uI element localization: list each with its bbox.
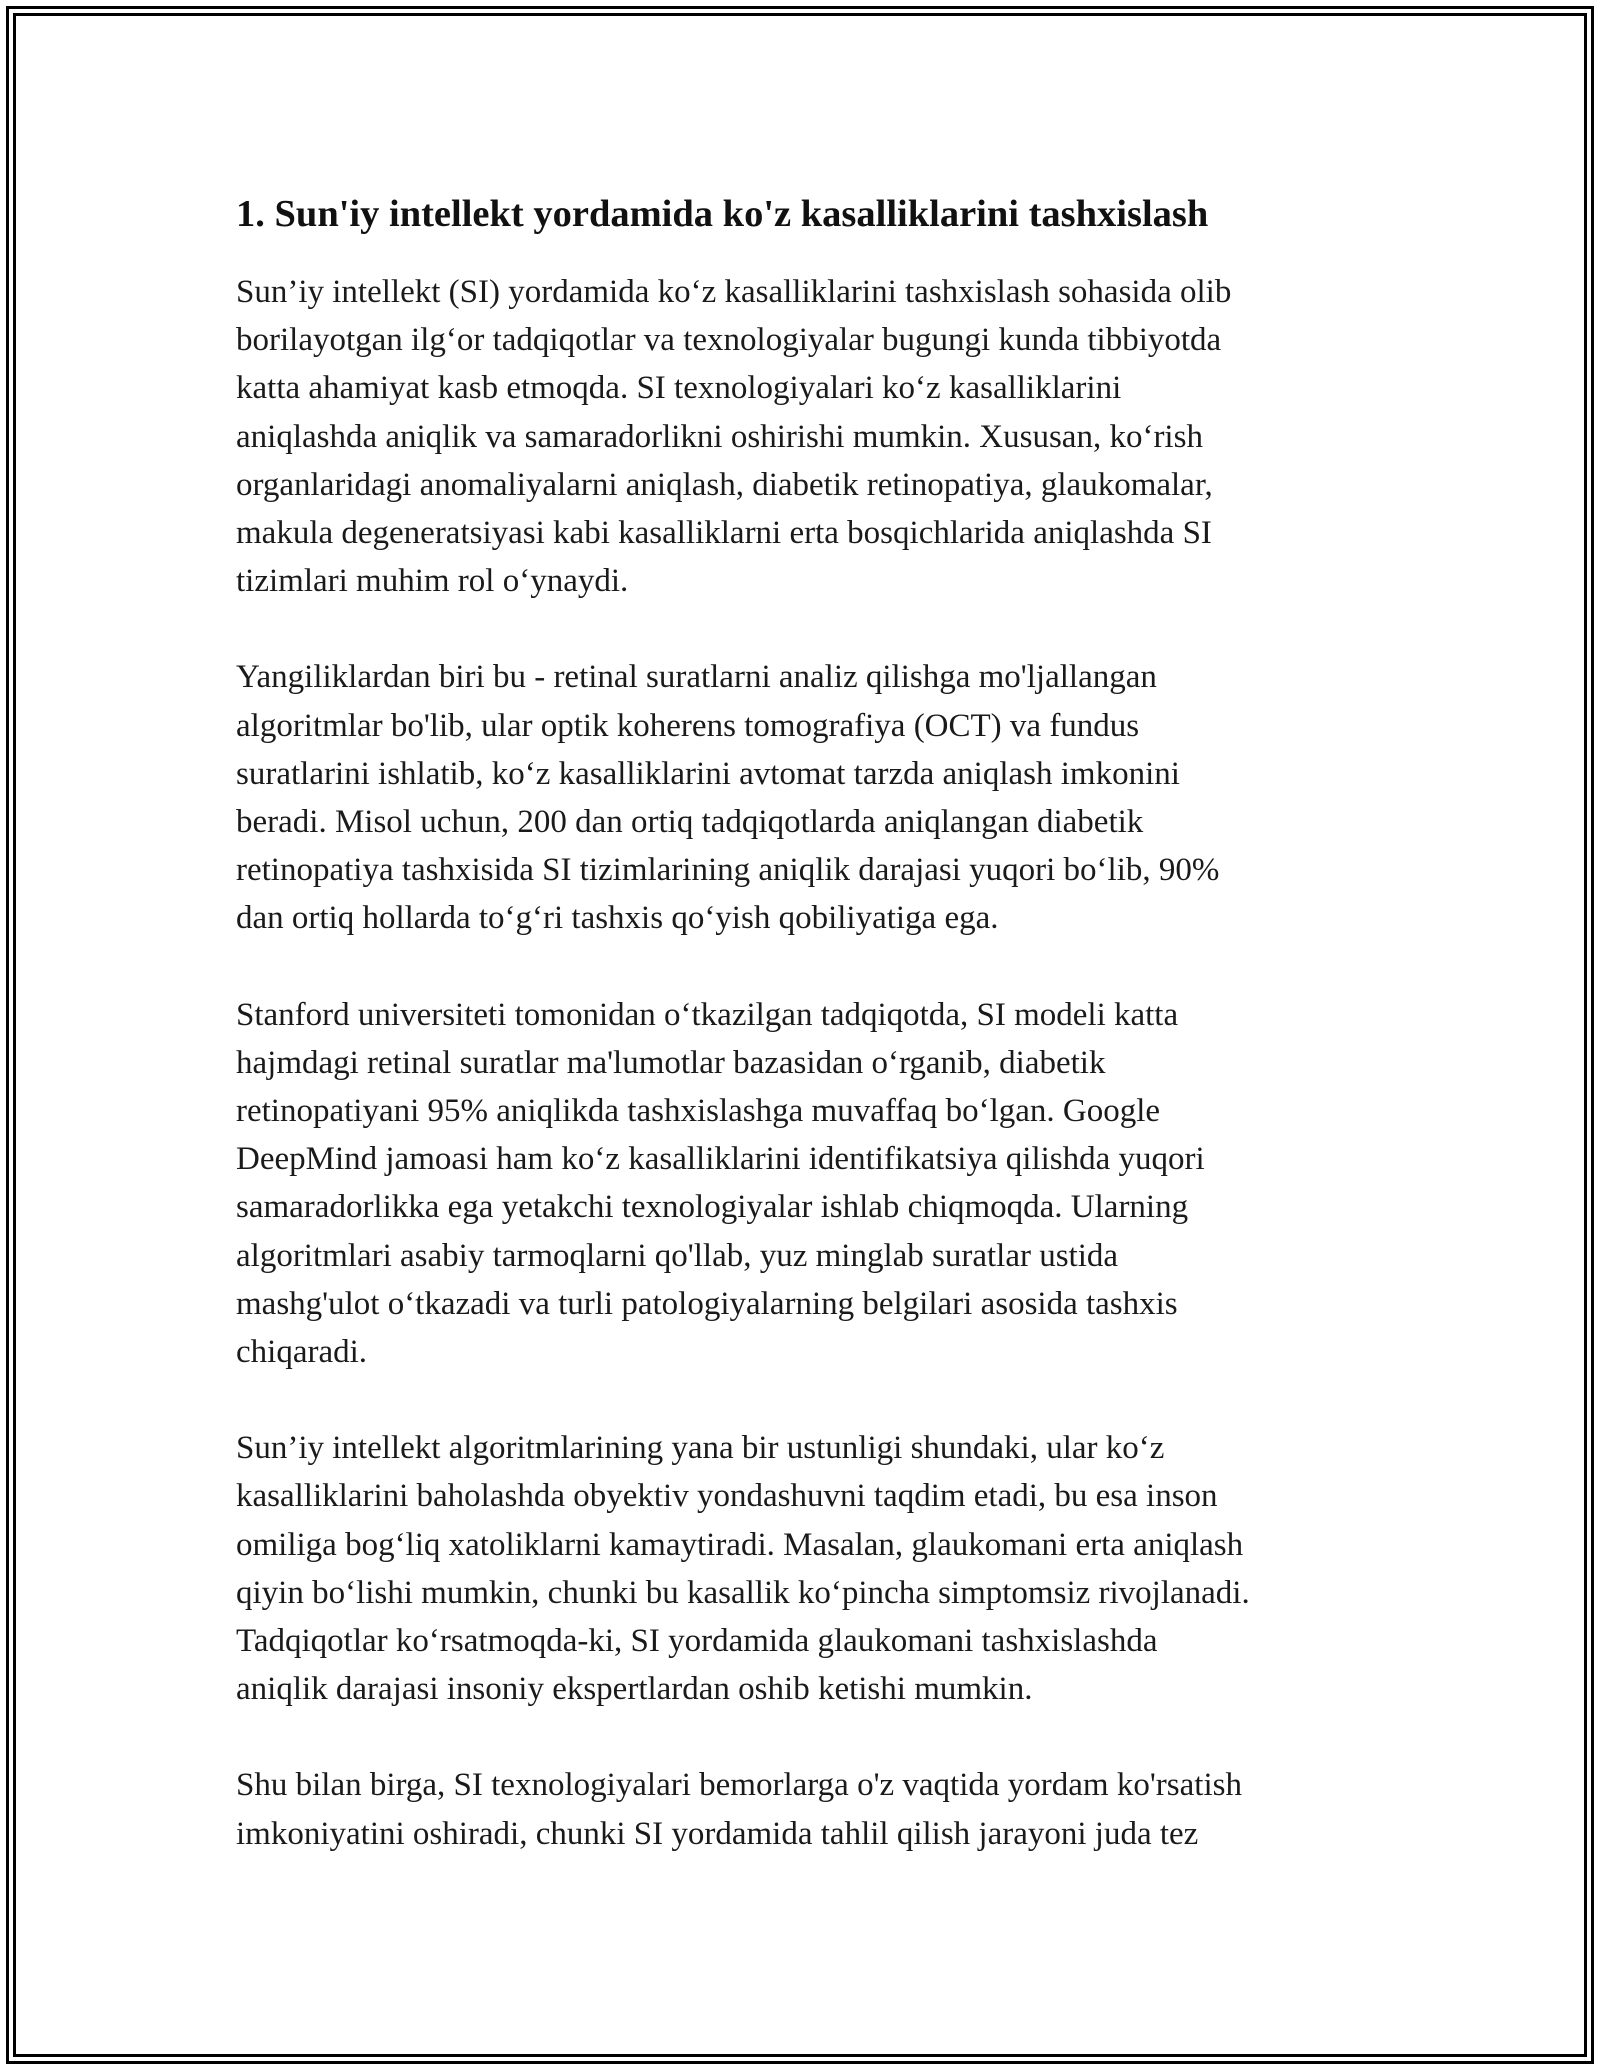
- text-line: retinopatiyani 95% aniqlikda tashxislashga muvaffaq bo‘lgan. Google: [236, 1093, 1161, 1130]
- text-line: tizimlari muhim rol o‘ynaydi.: [236, 563, 629, 600]
- text-line: Yangiliklardan biri bu - retinal suratlarni analiz qilishga mo'ljallangan: [236, 659, 1157, 696]
- text-line: qiyin bo‘lishi mumkin, chunki bu kasallik ko‘pincha simptomsiz rivojlanadi.: [236, 1574, 1250, 1611]
- paragraph-timely-help: [236, 1761, 1366, 1857]
- text-line: Tadqiqotlar ko‘rsatmoqda-ki, SI yordamida glaukomani tashxislashda: [236, 1623, 1158, 1660]
- text-line: DeepMind jamoasi ham ko‘z kasalliklarini identifikatsiya qilishda yuqori: [236, 1141, 1205, 1178]
- text-line: retinopatiya tashxisida SI tizimlarining aniqlik darajasi yuqori bo‘lib, 90%: [236, 852, 1220, 889]
- text-line: omiliga bog‘liq xatoliklarni kamaytiradi. Masalan, glaukomani erta aniqlash: [236, 1526, 1244, 1563]
- text-line: hajmdagi retinal suratlar ma'lumotlar bazasidan o‘rganib, diabetik: [236, 1044, 1106, 1081]
- text-line: aniqlik darajasi insoniy ekspertlardan oshib ketishi mumkin.: [236, 1671, 1033, 1708]
- text-line: samaradorlikka ega yetakchi texnologiyalar ishlab chiqmoqda. Ularning: [236, 1189, 1189, 1226]
- text-line: aniqlashda aniqlik va samaradorlikni oshirishi mumkin. Xususan, ko‘rish: [236, 418, 1203, 455]
- text-line: suratlarini ishlatib, ko‘z kasalliklarini avtomat tarzda aniqlash imkonini: [236, 755, 1180, 792]
- text-line: imkoniyatini oshiradi, chunki SI yordamida tahlil qilish jarayoni juda tez: [236, 1815, 1199, 1852]
- text-line: dan ortiq hollarda to‘g‘ri tashxis qo‘yish qobiliyatiga ega.: [236, 900, 999, 937]
- text-line: Shu bilan birga, SI texnologiyalari bemorlarga o'z vaqtida yordam ko'rsatish: [236, 1767, 1242, 1804]
- text-line: algoritmlari asabiy tarmoqlarni qo'llab, yuz minglab suratlar ustida: [236, 1237, 1119, 1274]
- text-line: borilayotgan ilg‘or tadqiqotlar va texnologiyalar bugungi kunda tibbiyotda: [236, 322, 1222, 359]
- paragraph-retinal-algorithms: [236, 653, 1366, 942]
- document-body: [236, 186, 1366, 1858]
- text-line: kasalliklarini baholashda obyektiv yondashuvni taqdim etadi, bu esa inson: [236, 1478, 1218, 1515]
- text-line: Sun’iy intellekt algoritmlarining yana bir ustunligi shundaki, ular ko‘z: [236, 1430, 1165, 1467]
- text-line: Stanford universiteti tomonidan o‘tkazilgan tadqiqotda, SI modeli katta: [236, 996, 1179, 1033]
- paragraph-objectivity: [236, 1424, 1366, 1713]
- text-line: katta ahamiyat kasb etmoqda. SI texnologiyalari ko‘z kasalliklarini: [236, 370, 1122, 407]
- text-line: beradi. Misol uchun, 200 dan ortiq tadqiqotlarda aniqlangan diabetik: [236, 804, 1144, 841]
- text-line: chiqaradi.: [236, 1334, 368, 1371]
- text-line: makula degeneratsiyasi kabi kasalliklarni erta bosqichlarida aniqlashda SI: [236, 515, 1212, 552]
- text-line: organlaridagi anomaliyalarni aniqlash, diabetik retinopatiya, glaukomalar,: [236, 466, 1213, 503]
- paragraph-stanford-deepmind: [236, 991, 1366, 1377]
- text-line: mashg'ulot o‘tkazadi va turli patologiyalarning belgilari asosida tashxis: [236, 1285, 1178, 1322]
- text-line: algoritmlar bo'lib, ular optik koherens tomografiya (OCT) va fundus: [236, 707, 1140, 744]
- section-heading: 1. Sun'iy intellekt yordamida ko'z kasalliklarini tashxislash: [236, 193, 1209, 235]
- paragraph-intro: [236, 268, 1366, 605]
- text-line: Sun’iy intellekt (SI) yordamida ko‘z kasalliklarini tashxislash sohasida olib: [236, 274, 1232, 310]
